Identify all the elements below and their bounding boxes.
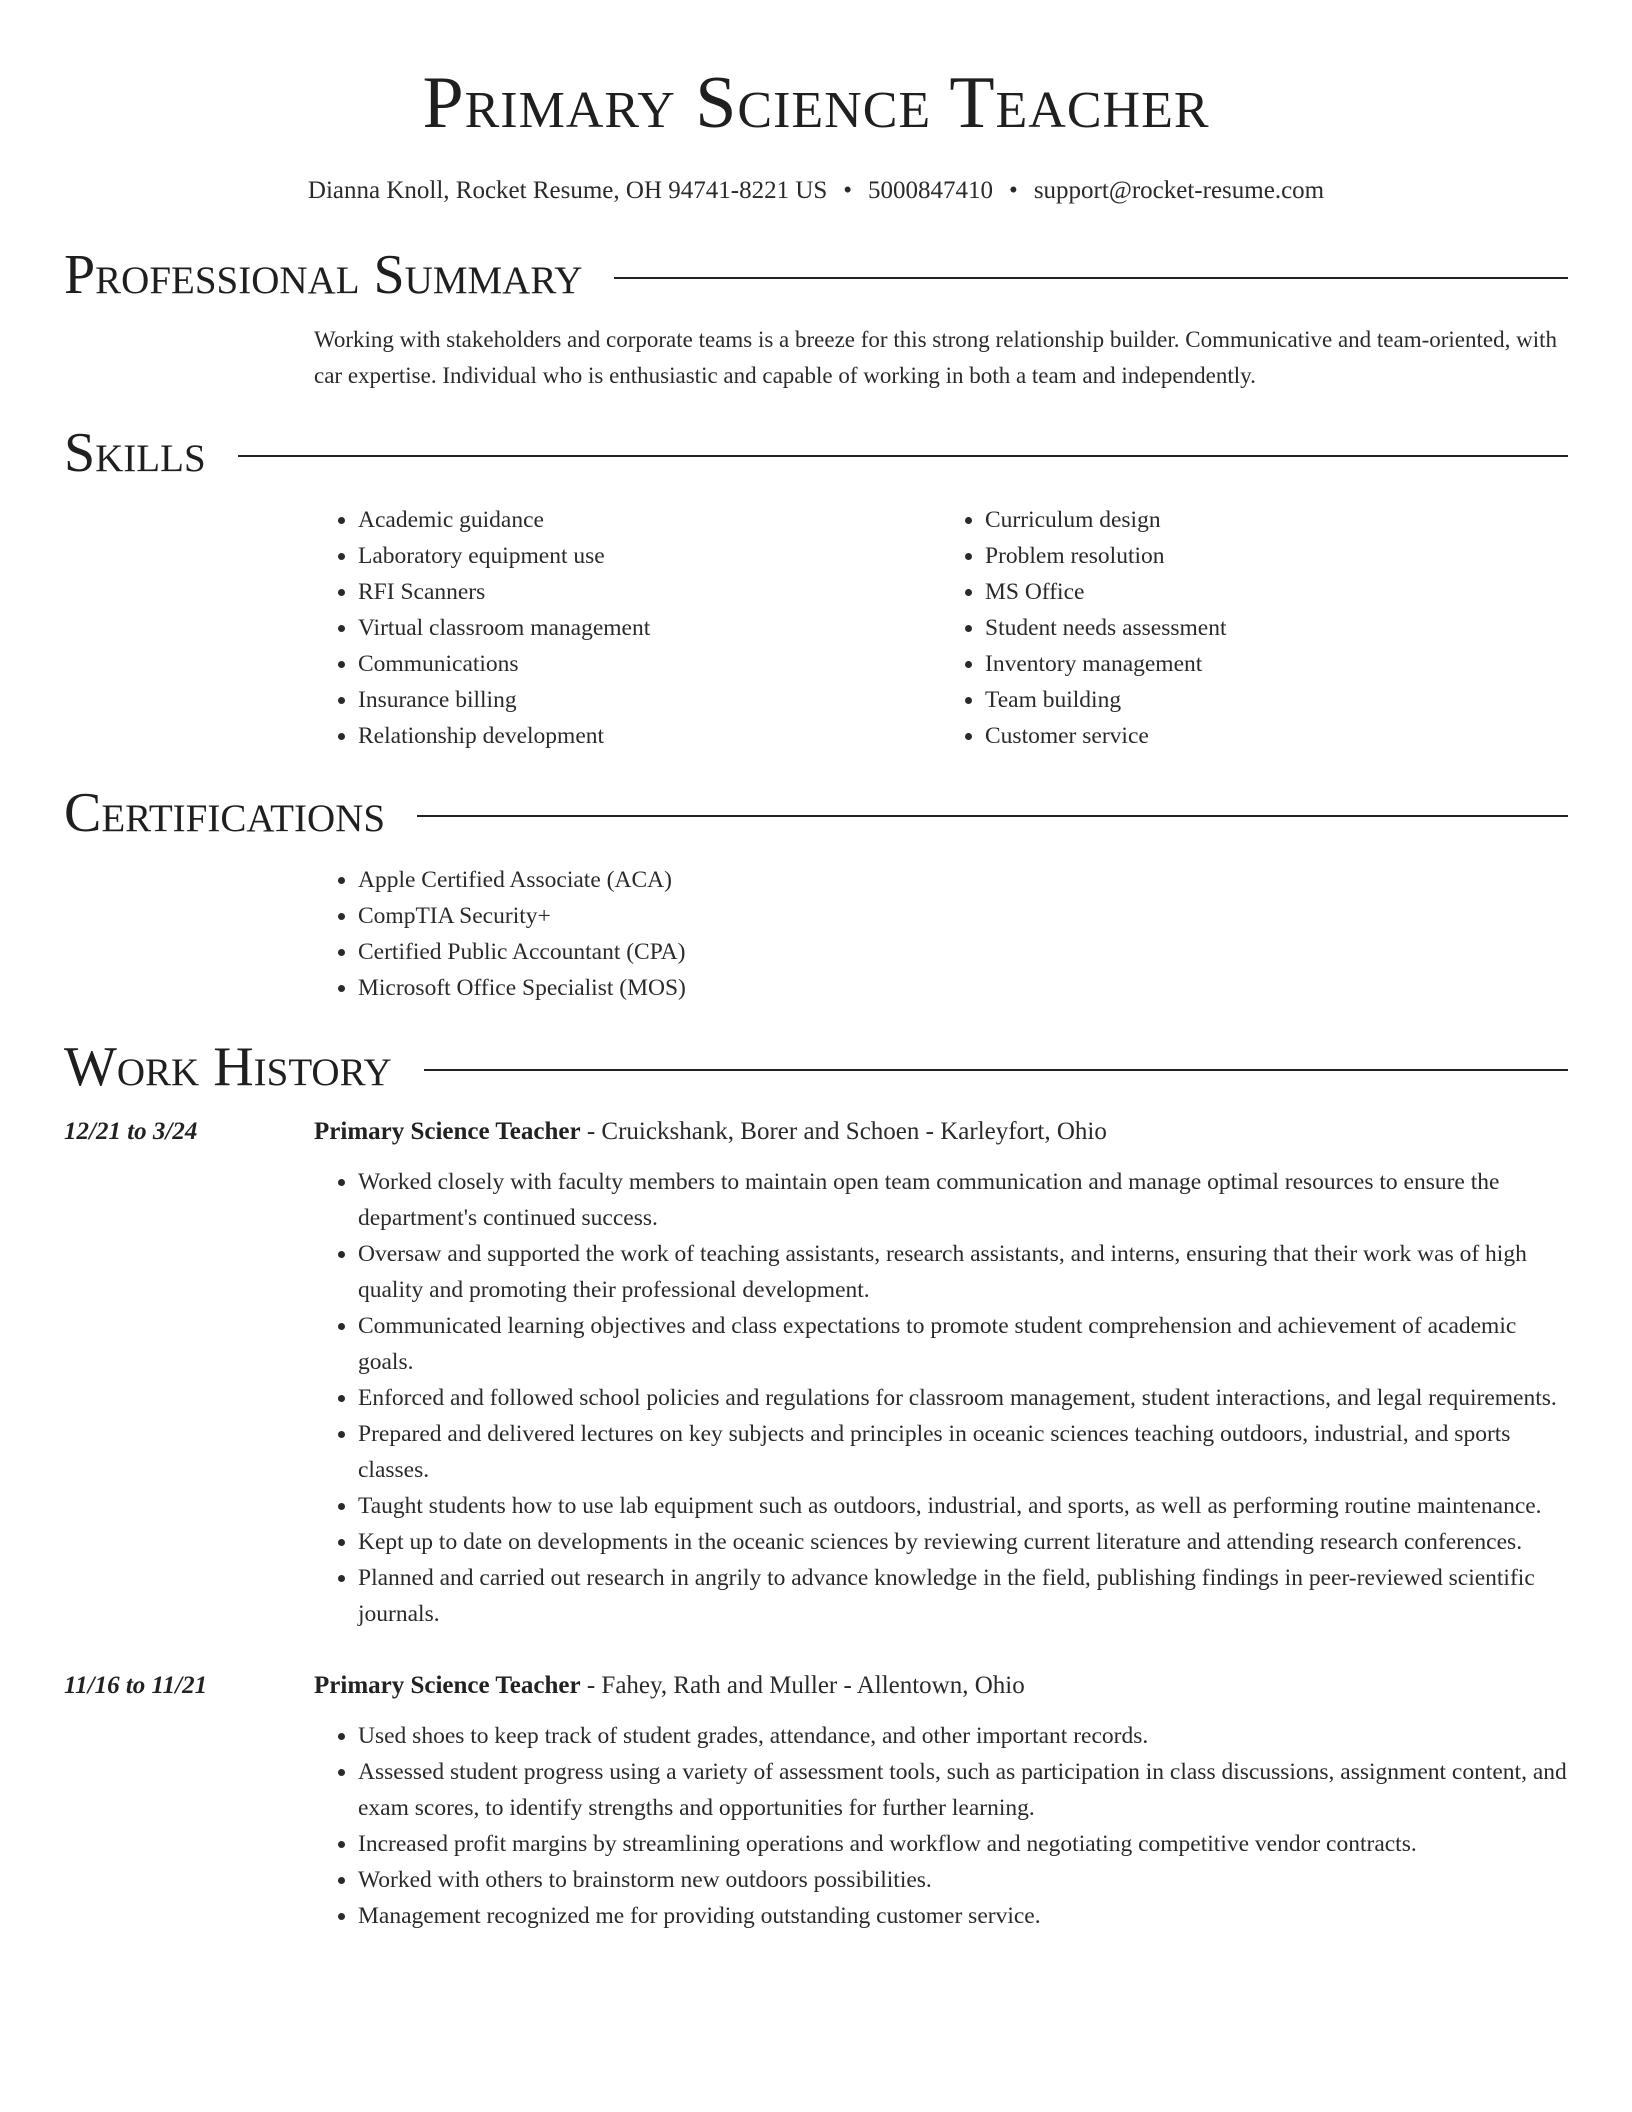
job-bullet: • Used shoes to keep track of student grades, attendance, and other important records. — [358, 1718, 1568, 1754]
job-title: Primary Science Teacher — [314, 1672, 581, 1699]
skill-item: • Curriculum design — [985, 502, 1568, 538]
skill-item: • Communications — [358, 646, 941, 682]
job-bullet: • Management recognized me for providing outstanding customer service. — [358, 1898, 1568, 1934]
skill-item: • Problem resolution — [985, 538, 1568, 574]
certification-item: • CompTIA Security+ — [358, 898, 1568, 934]
certification-item: • Certified Public Accountant (CPA) — [358, 934, 1568, 970]
skill-item: • Academic guidance — [358, 502, 941, 538]
work-history-heading: Work History — [64, 1036, 392, 1098]
job-bullet: • Communicated learning objectives and class expectations to promote student comprehension and achievement of academic goals. — [358, 1308, 1568, 1380]
job-bullet: • Worked closely with faculty members to maintain open team communication and manage optimal resources to ensure the department's continued success. — [358, 1164, 1568, 1236]
work-history-section-header — [64, 1034, 1568, 1100]
job-employer-location: - Fahey, Rath and Muller - Allentown, Ohio — [580, 1672, 1025, 1699]
certification-item: • Apple Certified Associate (ACA) — [358, 862, 1568, 898]
job-dates: 12/21 to 3/24 — [64, 1118, 198, 1145]
certifications-section-header — [64, 780, 1568, 846]
summary-heading: Professional Summary — [64, 244, 583, 306]
job-dates: 11/16 to 11/21 — [64, 1672, 208, 1699]
job-bullet: • Assessed student progress using a variety of assessment tools, such as participation in class discussions, assignment content, and exam scores, to identify strengths and opportunities for further learning. — [358, 1754, 1568, 1826]
skill-item: • Laboratory equipment use — [358, 538, 941, 574]
job-bullets — [314, 1164, 1568, 1632]
skills-list — [314, 502, 1568, 754]
job-heading-line — [314, 1114, 1107, 1150]
job-bullet: • Taught students how to use lab equipment such as outdoors, industrial, and sports, as well as performing routine maintenance. — [358, 1488, 1568, 1524]
job-entry — [64, 1114, 1568, 1632]
summary-text: Working with stakeholders and corporate teams is a breeze for this strong relationship builder. Communicative and team-oriented, with car expertise. Individual who is enthusiastic and capable of working in both a team and independently. — [314, 327, 1557, 388]
contact-separator: • — [843, 177, 853, 204]
job-entry — [64, 1668, 1568, 1934]
certification-item: • Microsoft Office Specialist (MOS) — [358, 970, 1568, 1006]
skills-column-right — [941, 502, 1568, 754]
skill-item: • MS Office — [985, 574, 1568, 610]
job-bullet: • Kept up to date on developments in the oceanic sciences by reviewing current literature and attending research conferences. — [358, 1524, 1568, 1560]
section-divider — [417, 815, 1568, 817]
section-divider — [238, 455, 1568, 457]
job-bullet: • Oversaw and supported the work of teaching assistants, research assistants, and interns, ensuring that their work was of high quality and promoting their professional development. — [358, 1236, 1568, 1308]
contact-address: Dianna Knoll, Rocket Resume, OH 94741-8221 US — [307, 177, 828, 204]
certifications-list — [314, 862, 1568, 1006]
skills-section-header — [64, 420, 1568, 486]
job-title: Primary Science Teacher — [314, 1118, 581, 1145]
certifications-heading: Certifications — [64, 782, 386, 844]
job-employer-location: - Cruickshank, Borer and Schoen - Karleyfort, Ohio — [580, 1118, 1107, 1145]
skill-item: • Team building — [985, 682, 1568, 718]
skills-column-left — [314, 502, 941, 754]
skill-item: • Virtual classroom management — [358, 610, 941, 646]
job-heading-line — [314, 1668, 1025, 1704]
skill-item: • Relationship development — [358, 718, 941, 754]
contact-line — [64, 174, 1568, 208]
skill-item: • Customer service — [985, 718, 1568, 754]
job-bullet: • Worked with others to brainstorm new outdoors possibilities. — [358, 1862, 1568, 1898]
section-divider — [424, 1069, 1568, 1071]
job-bullet: • Increased profit margins by streamlining operations and workflow and negotiating competitive vendor contracts. — [358, 1826, 1568, 1862]
section-divider — [614, 277, 1568, 279]
skill-item: • Insurance billing — [358, 682, 941, 718]
page-title: Primary Science Teacher — [422, 62, 1210, 144]
job-bullets — [314, 1718, 1568, 1934]
contact-email: support@rocket-resume.com — [1033, 177, 1325, 204]
contact-separator: • — [1009, 177, 1018, 204]
skill-item: • Student needs assessment — [985, 610, 1568, 646]
job-header — [64, 1668, 1568, 1704]
summary-section-header — [64, 242, 1568, 308]
contact-phone: 5000847410 — [868, 177, 994, 204]
job-bullet: • Planned and carried out research in angrily to advance knowledge in the field, publishing findings in peer-reviewed scientific journals. — [358, 1560, 1568, 1632]
job-header — [64, 1114, 1568, 1150]
skill-item: • RFI Scanners — [358, 574, 941, 610]
job-bullet: • Prepared and delivered lectures on key subjects and principles in oceanic sciences teaching outdoors, industrial, and sports classes. — [358, 1416, 1568, 1488]
job-bullet: • Enforced and followed school policies and regulations for classroom management, student interactions, and legal requirements. — [358, 1380, 1568, 1416]
certifications-bullets — [314, 862, 1568, 1006]
skills-heading: Skills — [64, 422, 206, 484]
skill-item: • Inventory management — [985, 646, 1568, 682]
